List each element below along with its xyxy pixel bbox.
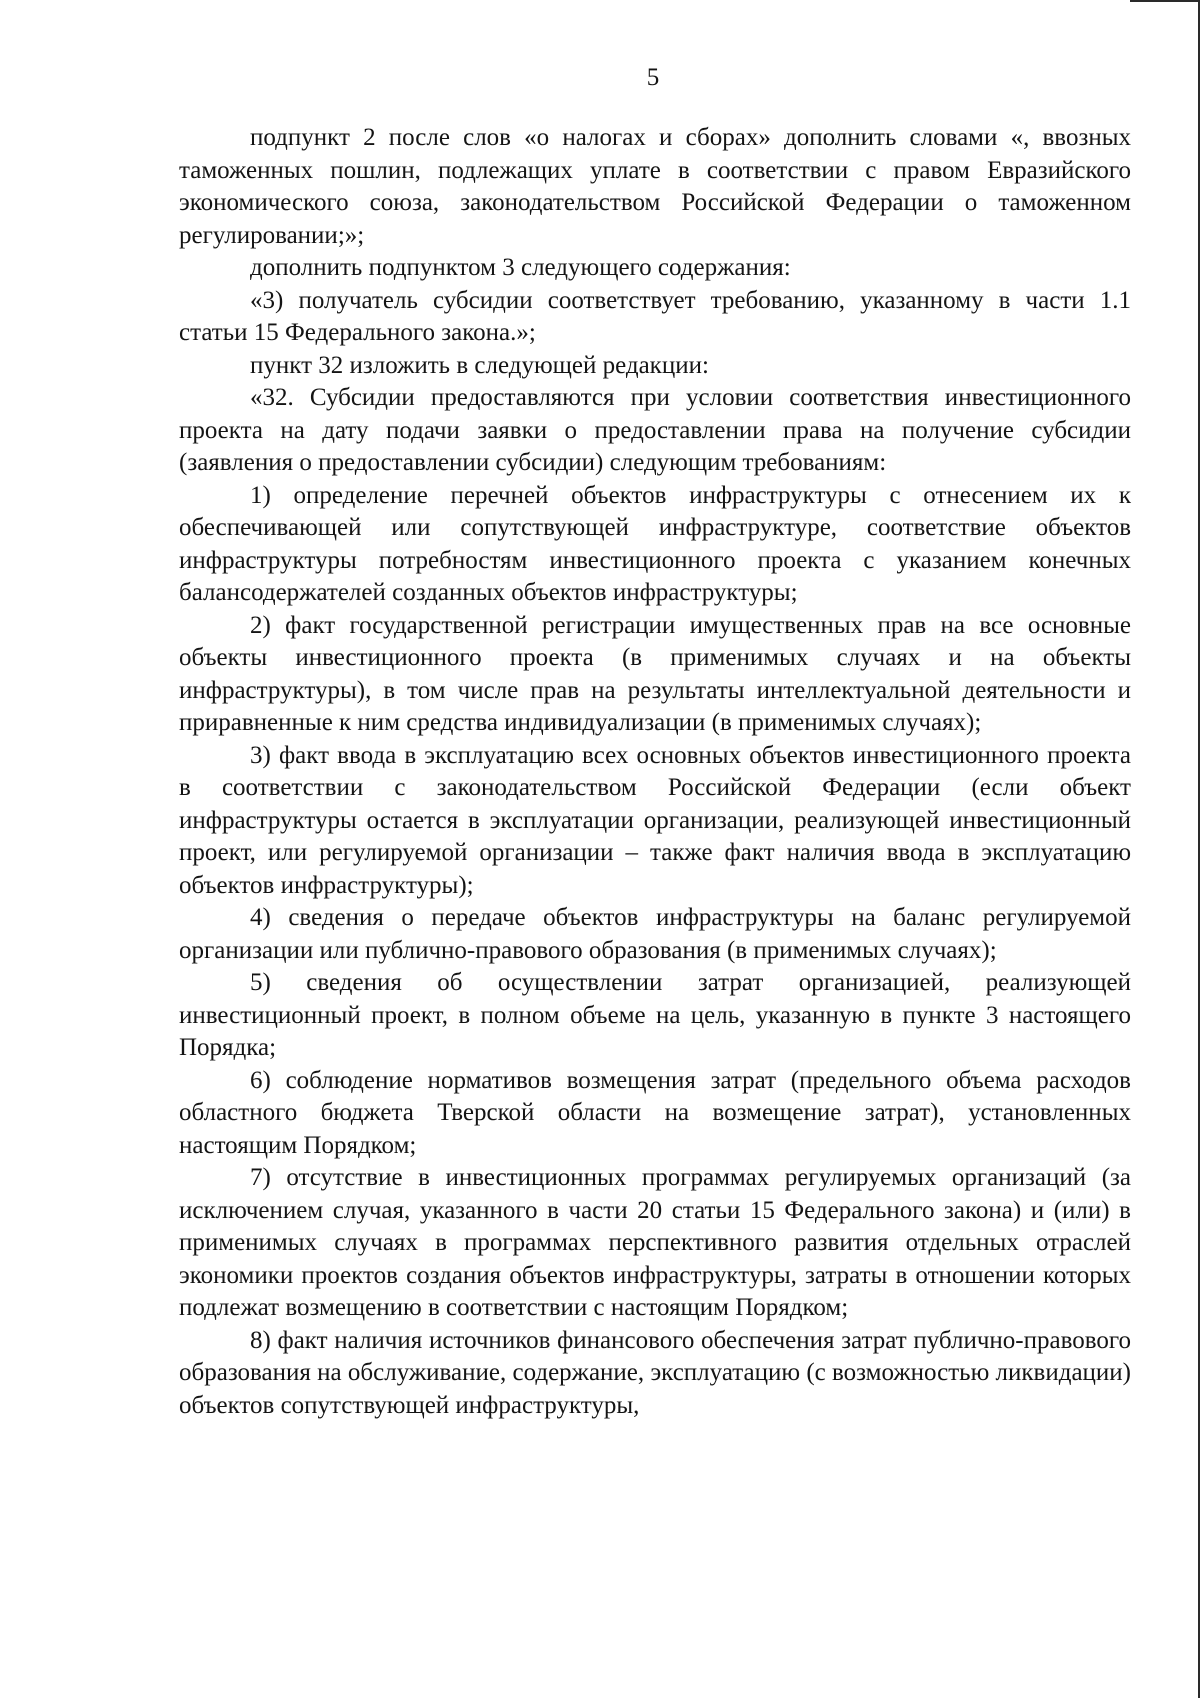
paragraph: 7) отсутствие в инвестиционных программах регулируемых организаций (за исключением случая, указанного в части 20 статьи 15 Федерального закона) и (или) в применимых случаях в программах перспективного развития отдельных отраслей экономики проектов создания объектов инфраструктуры, затраты в отношении которых подлежат возмещению в соответствии с настоящим Порядком; — [179, 1164, 1131, 1321]
paragraph: дополнить подпунктом 3 следующего содержания: — [250, 254, 791, 281]
paragraph: 2) факт государственной регистрации имущественных прав на все основные объекты инвестиционного проекта (в применимых случаях и на объекты инфраструктуры), в том числе прав на результаты интеллектуальной деятельности и приравненные к ним средства индивидуализации (в применимых случаях); — [179, 611, 1131, 736]
scan-edge-top — [1130, 0, 1200, 2]
page-number: 5 — [646, 64, 660, 91]
paragraph: «32. Субсидии предоставляются при условии соответствия инвестиционного проекта на дату подачи заявки о предоставлении права на получение субсидии (заявления о предоставлении субсидии) следующим требованиям: — [179, 384, 1131, 476]
paragraph: «3) получатель субсидии соответствует требованию, указанному в части 1.1 статьи 15 Федерального закона.»; — [179, 286, 1131, 346]
document-body — [179, 122, 1131, 1422]
paragraph: подпункт 2 после слов «о налогах и сборах» дополнить словами «, ввозных таможенных пошлин, подлежащих уплате в соответствии с правом Евразийского экономического союза, законодательством Российской Федерации о таможенном регулировании;»; — [179, 124, 1131, 249]
paragraph: 3) факт ввода в эксплуатацию всех основных объектов инвестиционного проекта в соответствии с законодательством Российской Федерации (если объект инфраструктуры остается в эксплуатации организации, реализующей инвестиционный проект, или регулируемой организации – также факт наличия ввода в эксплуатацию объектов инфраструктуры); — [179, 741, 1131, 899]
paragraph: пункт 32 изложить в следующей редакции: — [250, 351, 709, 379]
paragraph: 6) соблюдение нормативов возмещения затрат (предельного объема расходов областного бюджета Тверской области на возмещение затрат), установленных настоящим Порядком; — [179, 1066, 1131, 1159]
paragraph: 8) факт наличия источников финансового обеспечения затрат публично-правового образования на обслуживание, содержание, эксплуатацию (с возможностью ликвидации) объектов сопутствующей инфраструктуры, — [179, 1326, 1131, 1419]
paragraph: 4) сведения о передаче объектов инфраструктуры на баланс регулируемой организации или публично-правового образования (в применимых случаях); — [179, 904, 1131, 964]
paragraph: 5) сведения об осуществлении затрат организацией, реализующей инвестиционный проект, в полном объеме на цель, указанную в пункте 3 настоящего Порядка; — [179, 969, 1131, 1061]
paragraph: 1) определение перечней объектов инфраструктуры с отнесением их к обеспечивающей или сопутствующей инфраструктуре, соответствие объектов инфраструктуры потребностям инвестиционного проекта с указанием конечных балансодержателей созданных объектов инфраструктуры; — [179, 481, 1131, 606]
